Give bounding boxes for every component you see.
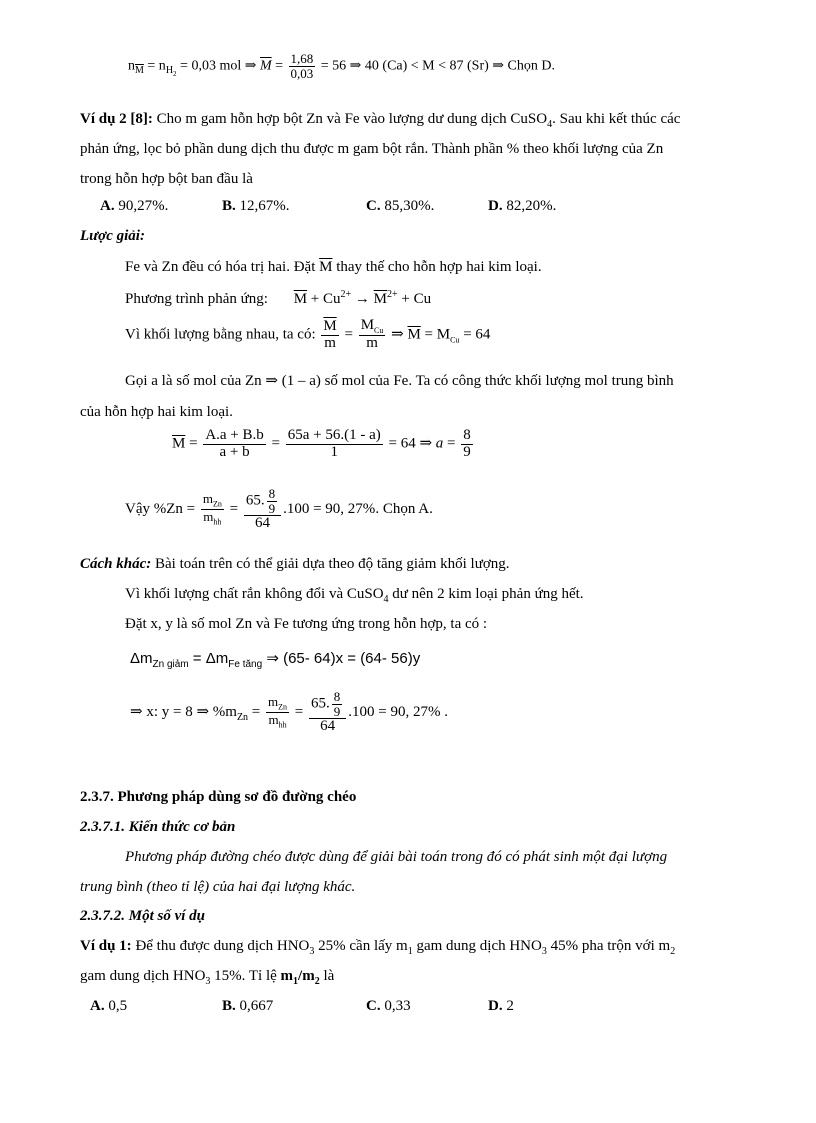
luoc-giai-line-1: Fe và Zn đều có hóa trị hai. Đặt $\overline{M}$ thay thế cho hỗn hợp hai kim loại. (125, 259, 542, 275)
vd2-option-b: B. 12,67%. (222, 198, 290, 214)
cach-khac-line-1: Cách khác: Bài toán trên có thể giải dựa theo độ tăng giảm khối lượng. (80, 556, 510, 572)
luoc-giai-title: Lược giải: (80, 228, 145, 244)
vd2-option-d: D. 82,20%. (488, 198, 557, 214)
percent-zn-equation: Vậy %Zn = $\frac{m_{Zn}}{m_{hh}}$ = 65. $\frac{8}{9}$ 64 .100 = 90, 27%. Chọn A. (125, 486, 433, 532)
vd2-line-3: trong hỗn hợp bột ban đầu là (80, 171, 253, 187)
luoc-giai-line-4: Gọi a là số mol của Zn ⇒ (1 – a) số mol của Fe. Ta có công thức khối lượng mol trung bình (125, 373, 674, 389)
reaction-equation: Phương trình phản ứng: $\overline{M} + Cu^{2+} \to \overline{M}^{2+} + Cu$ (125, 289, 432, 307)
delta-mass-equation: $\Delta m_{Zn giảm} = \Delta m_{Fe tăng}$ ⇒ (65- 64)x = (64- 56)y (130, 650, 421, 670)
vd1-line-2: gam dung dịch $HNO_3$ 15%. Tỉ lệ $m_1/m_2$ là (80, 968, 335, 987)
ratio-percent-equation: ⇒ x: y = 8 ⇒ $\%m_{Zn}$ = $\frac{m_{Zn}}{m_{hh}}$ = 65. $\frac{8}{9}$ 64 .100 = 90, 27% . (130, 689, 448, 735)
vd1-option-c: C. 0,33 (366, 998, 411, 1014)
vd1-option-b: B. 0,667 (222, 998, 274, 1014)
cach-khac-line-3: Đặt x, y là số mol Zn và Fe tương ứng trong hỗn hợp, ta có : (125, 616, 488, 632)
average-mass-equation: $\overline{M}$ = $\frac{A.a + B.b}{a + b}$ = $\frac{65a + 56.(1 - a)}{1}$ = 64 ⇒ a = $\frac{8}{9}$ (172, 427, 471, 460)
vd2-option-c: C. 85,30%. (366, 198, 435, 214)
vd2-option-a: A. 90,27%. (100, 198, 169, 214)
vd2-line-1: Ví dụ 2 [8]: Cho m gam hỗn hợp bột Zn và Fe vào lượng dư dung dịch CuSO$_4$. Sau khi kết thúc các (80, 111, 681, 130)
top-equation: $n_{\overline{M}} = n_{H_2} = 0,03$ mol ⇒ $\overline{M}$ = $\frac{1,68}{0,03}$ = 56 ⇒ 40 (Ca) < M < 87 (Sr) ⇒ Chọn D. (128, 51, 555, 81)
vd1-option-d: D. 2 (488, 998, 514, 1014)
section-paragraph-line-1: Phương pháp đường chéo được dùng để giải bài toán trong đó có phát sinh một đại lượng (125, 849, 668, 865)
section-heading-2-3-7-2: 2.3.7.2. Một số ví dụ (80, 908, 206, 924)
section-paragraph-line-2: trung bình (theo tỉ lệ) của hai đại lượng khác. (80, 879, 356, 895)
mass-equality-equation: Vì khối lượng bằng nhau, ta có: $\frac{\overline{M}}{m}$ = $\frac{M_{Cu}}{m}$ ⇒ $\overline{M} = M_{Cu} = 64$ (125, 317, 491, 352)
luoc-giai-line-5: của hỗn hợp hai kim loại. (80, 404, 233, 420)
section-heading-2-3-7-1: 2.3.7.1. Kiến thức cơ bản (80, 819, 236, 835)
cach-khac-line-2: Vì khối lượng chất rắn không đổi và CuSO$_4$ dư nên 2 kim loại phản ứng hết. (125, 586, 584, 605)
vd1-line-1: Ví dụ 1: Để thu được dung dịch $HNO_3$ 25% cần lấy $m_1$ gam dung dịch $HNO_3$ 45% pha trộn với $m_2$ (80, 938, 676, 957)
vd2-line-2: phản ứng, lọc bỏ phần dung dịch thu được m gam bột rắn. Thành phần % theo khối lượng của Zn (80, 141, 664, 157)
section-heading-2-3-7: 2.3.7. Phương pháp dùng sơ đồ đường chéo (80, 789, 357, 805)
vd1-option-a: A. 0,5 (90, 998, 128, 1014)
